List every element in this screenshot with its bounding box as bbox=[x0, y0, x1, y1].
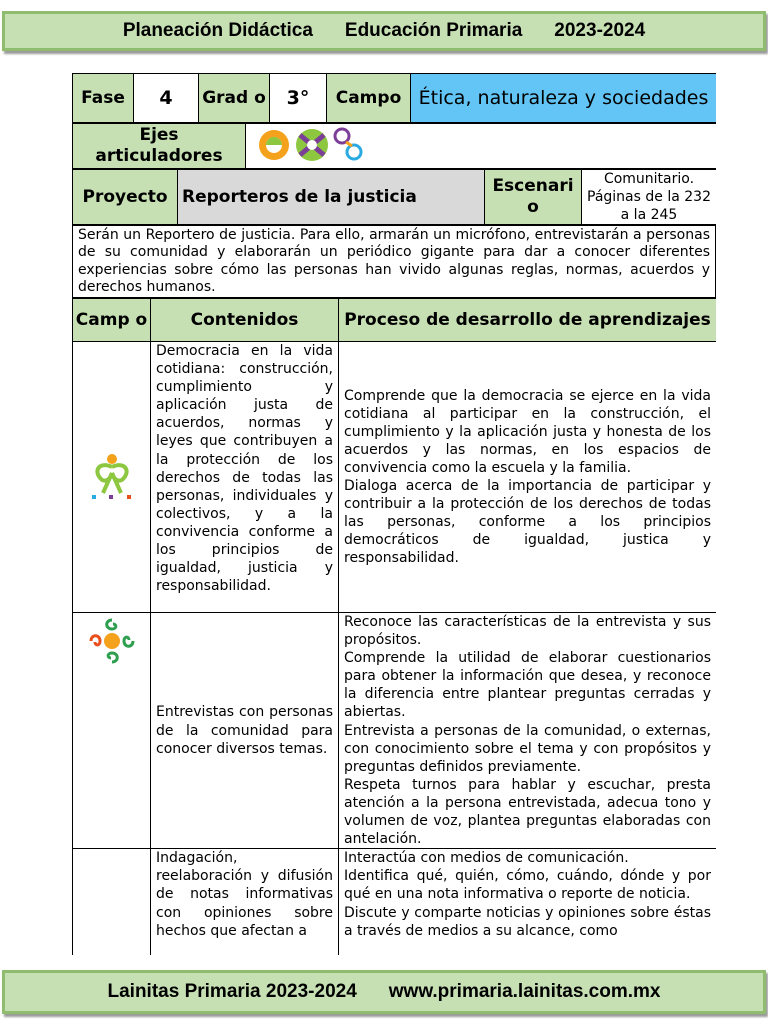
col-campo-header: Camp o bbox=[73, 299, 151, 342]
table-row bbox=[73, 342, 717, 613]
ejes-label: Ejes articuladores bbox=[73, 124, 246, 169]
footer-banner bbox=[2, 970, 766, 1014]
footer-url[interactable]: www.primaria.lainitas.com.mx bbox=[388, 981, 661, 1002]
header-level: Educación Primaria bbox=[344, 20, 523, 41]
table-row bbox=[73, 849, 717, 955]
ejes-icons bbox=[246, 124, 717, 169]
proyecto-label: Proyecto bbox=[73, 170, 178, 225]
fase-value: 4 bbox=[134, 74, 199, 123]
planning-sheet bbox=[72, 73, 716, 955]
col-proceso-header: Proceso de desarrollo de aprendizajes bbox=[339, 299, 717, 342]
row-1-proceso: Comprende que la democracia se ejerce en la vida cotidiana al participar en la construcción, el cumplimiento y la aplicación justa y honesta de los acuerdos y las normas, en los espacios de convivencia como la escuela y la familia. Dialoga acerca de la importancia de participar y contribuir a la protección de los derechos de todas las personas, conforme a los principios democráticos de igualdad, justica y responsabilidad. bbox=[339, 342, 717, 613]
growth-figure-icon bbox=[89, 449, 135, 501]
community-flower-icon bbox=[87, 616, 137, 666]
project-description: Serán un Reportero de justicia. Para ello, armarán un micrófono, entrevistarán a personas de su comunidad y elaborarán un periódico gigante para dar a conocer diferentes experiencias sobre cómo las personas han vivido algunas reglas, normas, acuerdos y derechos humanos. bbox=[73, 226, 716, 298]
row-3-contenido: Indagación, reelaboración y difusión de notas informativas con opiniones sobre hechos que afectan a bbox=[151, 849, 339, 955]
grado-label: Grad o bbox=[199, 74, 270, 123]
row-2-campo bbox=[73, 613, 151, 849]
row-1-campo bbox=[73, 342, 151, 613]
ejes-articuladores-icons bbox=[256, 124, 376, 164]
footer-brand: Lainitas Primaria 2023-2024 bbox=[107, 981, 357, 1002]
header-year: 2023-2024 bbox=[554, 20, 646, 41]
row-1-contenido: Democracia en la vida cotidiana: construcción, cumplimiento y aplicación justa de acuerdos, normas y leyes que contribuyen a la protección de los derechos de todas las personas, individuales y colectivos, y a la convivencia conforme a los principios de igualdad, justicia y responsabilidad. bbox=[151, 342, 339, 613]
grado-value: 3° bbox=[270, 74, 327, 123]
header-banner bbox=[2, 11, 766, 51]
proyecto-value: Reporteros de la justicia bbox=[178, 170, 485, 225]
header-title: Planeación Didáctica bbox=[122, 20, 313, 41]
proyecto-table bbox=[72, 169, 716, 225]
fase-label: Fase bbox=[73, 74, 134, 123]
row-2-proceso: Reconoce las características de la entrevista y sus propósitos. Comprende la utilidad de elaborar cuestionarios para obtener la información que desea, y reconoce la diferencia entre plantear preguntas cerradas y abiertas. Entrevista a personas de la comunidad, o externas, con conocimiento sobre el tema y con propósitos y preguntas definidos previamente. Respeta turnos para hablar y escuchar, presta atención a la persona entrevistada, adecua tono y volumen de voz, plantea preguntas elaboradas con antelación. bbox=[339, 613, 717, 849]
col-contenidos-header: Contenidos bbox=[151, 299, 339, 342]
ejes-table bbox=[72, 123, 716, 169]
row-3-proceso: Interactúa con medios de comunicación. Identifica qué, quién, cómo, cuándo, dónde y por qué en una nota informativa o reporte de noticia. Discute y comparte noticias y opiniones sobre éstas a través de medios a su alcance, como bbox=[339, 849, 717, 955]
info-table bbox=[72, 73, 716, 123]
escenario-value: Comunitario. Páginas de la 232 a la 245 bbox=[582, 170, 717, 225]
escenario-label: Escenari o bbox=[485, 170, 582, 225]
content-table bbox=[72, 298, 716, 955]
row-2-contenido: Entrevistas con personas de la comunidad para conocer diversos temas. bbox=[151, 613, 339, 849]
campo-value: Ética, naturaleza y sociedades bbox=[411, 74, 717, 123]
row-3-campo bbox=[73, 849, 151, 955]
description-table bbox=[72, 225, 716, 298]
campo-label: Campo bbox=[327, 74, 411, 123]
table-row bbox=[73, 613, 717, 849]
